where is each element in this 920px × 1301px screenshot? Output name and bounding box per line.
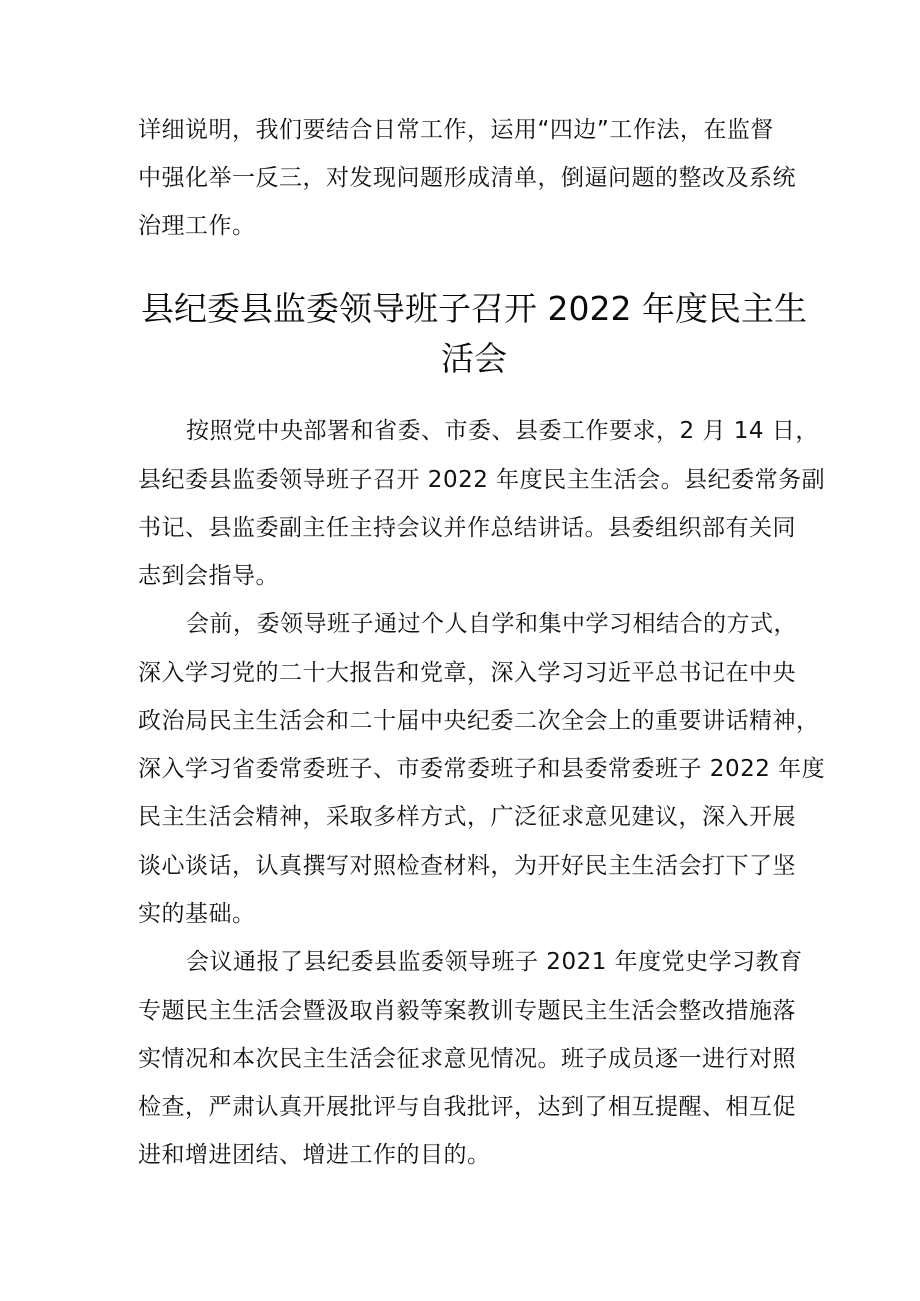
text-line: 会前，委领导班子通过个人自学和集中学习相结合的方式， [186,611,797,637]
text-line: 检查，严肃认真开展批评与自我批评，达到了相互提醒、相互促 [138,1094,796,1120]
text-line: 深入学习省委常委班子、市委常委班子和县委常委班子 2022 年度 [138,756,826,782]
text-line: 民主生活会精神，采取多样方式，广泛征求意见建议，深入开展 [138,804,796,830]
text-line: 治理工作。 [138,213,256,239]
text-line: 实的基础。 [138,901,256,927]
text-line: 会议通报了县纪委县监委领导班子 2021 年度党史学习教育 [186,949,803,975]
text-line: 按照党中央部署和省委、市委、县委工作要求，2 月 14 日， [186,418,819,444]
title-line: 县纪委县监委领导班子召开 2022 年度民主生 [141,289,807,328]
text-line: 书记、县监委副主任主持会议并作总结讲话。县委组织部有关同 [138,515,796,541]
text-line: 政治局民主生活会和二十届中央纪委二次全会上的重要讲话精神， [138,708,820,734]
text-line: 谈心谈话，认真撰写对照检查材料，为开好民主生活会打下了坚 [138,853,796,879]
title-line: 活会 [441,339,507,378]
text-line: 详细说明，我们要结合日常工作，运用“四边”工作法，在监督 [138,117,774,143]
text-line: 进和增进团结、增进工作的目的。 [138,1142,491,1168]
text-line: 实情况和本次民主生活会征求意见情况。班子成员逐一进行对照 [138,1046,796,1072]
text-line: 中强化举一反三，对发现问题形成清单，倒逼问题的整改及系统 [138,165,796,191]
text-line: 深入学习党的二十大报告和党章，深入学习习近平总书记在中央 [138,660,796,686]
text-line: 县纪委县监委领导班子召开 2022 年度民主生活会。县纪委常务副 [138,467,826,493]
text-line: 专题民主生活会暨汲取肖毅等案教训专题民主生活会整改措施落 [138,998,796,1024]
text-line: 志到会指导。 [138,563,279,589]
